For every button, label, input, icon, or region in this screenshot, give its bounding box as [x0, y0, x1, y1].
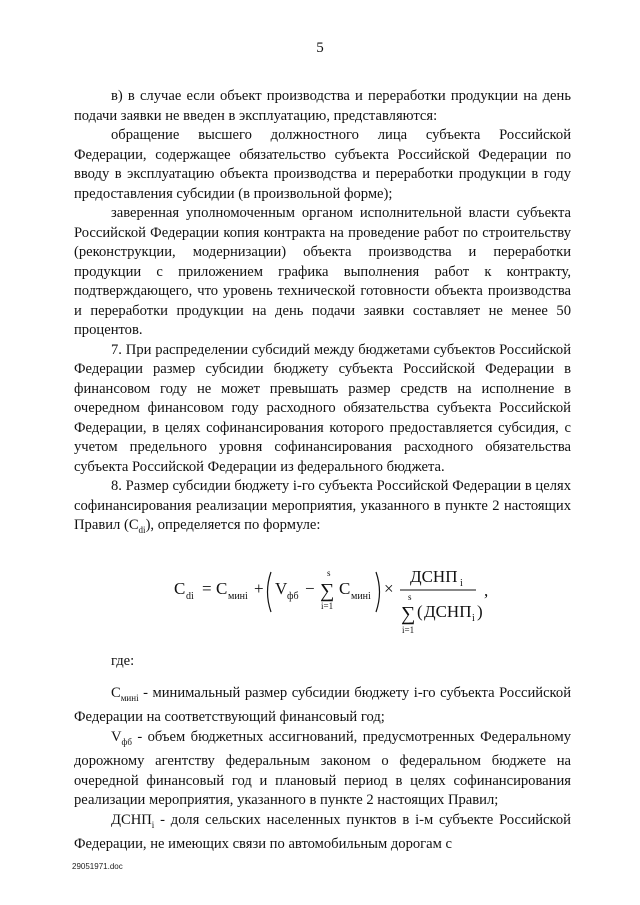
paragraph-7: 7. При распределении субсидий между бюджетами субъектов Российской Федерации размер субсидии бюджету субъекта Российской Федерации в финансовом году не может превышать размер средств на исполнение в очередном финансовом году расходного обязательства субъекта Российской Федерации, в целях софинансирования которого предоставляется субсидия, с учетом предельного уровня софинансирования расходного обязательства субъекта Российской Федерации из федерального бюджета.: [74, 341, 571, 475]
definition-cmin-sub: мині: [120, 692, 139, 703]
formula-vfb-sub: фб: [287, 591, 299, 603]
den-paren-open: (: [417, 602, 423, 622]
formula-cmin-sub: мині: [228, 591, 248, 603]
formula-plus: +: [254, 579, 264, 599]
definition-cmin-symbol: C: [111, 684, 121, 701]
formula-times: ×: [384, 579, 394, 599]
formula: [174, 554, 494, 654]
formula-cmin-2-sub: мині: [351, 591, 371, 603]
paren-left: [268, 572, 272, 612]
paragraph-v: в) в случае если объект производства и переработки продукции на день подачи заявки не введен в эксплуатацию, представляются:: [74, 88, 571, 124]
definition-cmin: [74, 684, 571, 728]
paragraph-8-text: 8. Размер субсидии бюджету i-го субъекта Российской Федерации в целях софинансирования реализации мероприятия, указанного в пункте 2 настоящих Правил (: [74, 478, 571, 533]
sum2-sigma: ∑: [401, 603, 416, 626]
sum2-top: s: [408, 592, 412, 603]
sum1-bottom: i=1: [321, 601, 334, 612]
definition-dsnp-symbol: ДСНП: [111, 811, 152, 828]
definition-vfb-sub: фб: [121, 736, 132, 747]
definition-vfb: [74, 728, 571, 811]
cdi-subscript: di: [138, 524, 146, 535]
definition-cmin-text: - минимальный размер субсидии бюджету i-го субъекта Российской Федерации на соответствующий финансовый год;: [74, 684, 571, 726]
definition-vfb-symbol: V: [111, 728, 122, 745]
sum2-bottom: i=1: [402, 625, 415, 636]
fraction-numerator: ДСНП: [410, 567, 458, 587]
document-body: [74, 87, 571, 855]
where-label: где:: [111, 653, 135, 670]
formula-cmin: C: [216, 579, 228, 599]
footer-filename: 29051971.doc: [72, 862, 123, 871]
formula-block: [74, 540, 571, 652]
formula-eq: =: [202, 579, 212, 599]
page-number: 5: [316, 40, 324, 56]
cdi-symbol: C: [128, 517, 139, 533]
definition-dsnp-text: - доля сельских населенных пунктов в i-м субъекте Российской Федерации, не имеющих связи по автомобильным дорогам с: [74, 811, 571, 853]
fraction-denominator: ДСНП: [424, 602, 472, 622]
paragraph-8: [74, 477, 571, 540]
definition-vfb-text: - объем бюджетных ассигнований, предусмотренных Федеральному дорожному агентству федеральным законом о федеральном бюджете на очередной финансовый год и плановый период в целях софинансирования реализации мероприятия, указанного в пункте 2 настоящих Правил;: [74, 728, 571, 809]
paragraph-appeal: обращение высшего должностного лица субъекта Российской Федерации, содержащее обязательство субъекта Российской Федерации по вводу в эксплуатацию объекта производства и переработки продукции в году предоставления субсидии (в произвольной форме);: [74, 127, 571, 202]
sum1-top: s: [327, 568, 331, 579]
fraction-numerator-sub: i: [460, 578, 463, 590]
paragraph-contract: заверенная уполномоченным органом исполнительной власти субъекта Российской Федерации копия контракта на проведение работ по строительству (реконструкции, модернизации) объекта производства и переработки продукции с приложением графика выполнения работ к контракту, подтверждающего, что уровень технической готовности объекта производства и переработки продукции на день подачи заявки составляет не менее 50 процентов.: [74, 205, 571, 338]
formula-vfb: V: [275, 579, 288, 599]
formula-cmin-2: C: [339, 579, 351, 599]
formula-minus: −: [305, 579, 315, 599]
sum1-sigma: ∑: [320, 580, 335, 603]
formula-lhs-sub: di: [186, 591, 194, 603]
paren-right: [376, 572, 380, 612]
definition-dsnp-sub: i: [151, 819, 155, 830]
definition-dsnp: [74, 811, 571, 855]
den-paren-close: ): [477, 602, 483, 622]
paragraph-8-tail: ), определяется по формуле:: [145, 517, 321, 533]
formula-comma: ,: [484, 581, 489, 601]
formula-lhs: C: [174, 579, 186, 599]
fraction-denominator-sub: i: [472, 613, 475, 625]
